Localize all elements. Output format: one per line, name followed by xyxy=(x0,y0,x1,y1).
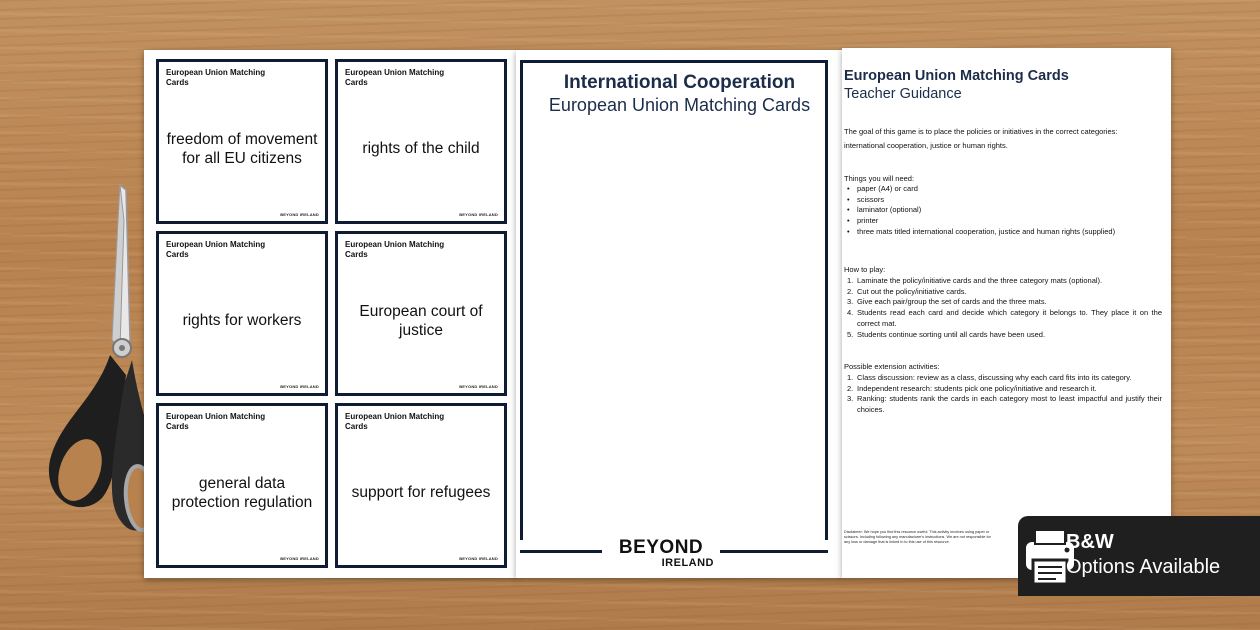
list-item-text: scissors xyxy=(857,194,885,204)
badge-title: B&W xyxy=(1066,531,1114,553)
list-item: 5. Students continue sorting until all cards have been used. xyxy=(847,329,1046,339)
list-item: 3. Give each pair/group the set of cards and the three mats. xyxy=(847,297,1047,307)
card-header: European Union Matching Cards xyxy=(166,412,266,431)
list-item-text: Independent research: students pick one policy/initiative and research it. xyxy=(857,383,1097,393)
disclaimer-text: Disclaimer: We hope you find this resource useful. This activity involves using paper or scissors. Including following any manufacturer's instructions. We are not responsible for any loss or damage that is linked in to this use of this resource. xyxy=(844,530,991,544)
card-logo: BEYOND IRELAND xyxy=(459,212,498,217)
card-logo: BEYOND IRELAND xyxy=(280,212,319,217)
category-mat-sheet xyxy=(516,50,843,578)
teacher-guidance-sheet xyxy=(842,48,1171,578)
play-list xyxy=(844,276,1162,340)
card-text: rights of the child xyxy=(362,140,480,157)
guidance-intro: international cooperation, justice or human rights. xyxy=(844,141,1008,150)
card-text: general data protection regulation xyxy=(171,474,313,511)
list-item-text: Students continue sorting until all cards have been used. xyxy=(857,329,1046,339)
badge-subtitle: Options Available xyxy=(1066,556,1221,578)
mat-title: International Cooperation xyxy=(563,72,796,93)
card-logo: BEYOND IRELAND xyxy=(459,384,498,389)
list-item-text: paper (A4) or card xyxy=(857,184,918,193)
mat-footer-line xyxy=(520,550,602,553)
extension-list xyxy=(844,373,1162,416)
card-text: European court of justice xyxy=(359,302,483,339)
matching-card xyxy=(335,231,507,396)
play-heading: How to play: xyxy=(844,265,886,274)
card-header: European Union Matching Cards xyxy=(345,68,445,87)
list-item-text: printer xyxy=(857,216,879,226)
card-logo: BEYOND IRELAND xyxy=(280,556,319,561)
list-item-text: laminator (optional) xyxy=(857,205,922,215)
card-header: European Union Matching Cards xyxy=(166,240,266,259)
mat-subtitle: European Union Matching Cards xyxy=(548,95,811,115)
matching-card xyxy=(156,403,328,568)
guidance-intro: The goal of this game is to place the policies or initiatives in the correct categories: xyxy=(844,127,1118,136)
card-text: support for refugees xyxy=(351,484,491,501)
card-logo: BEYOND IRELAND xyxy=(459,556,498,561)
list-item: 4. Students read each card and decide which category it belongs to. They place it on the correct mat. xyxy=(847,308,1162,328)
list-item-text: Class discussion: review as a class, discussing why each card fits into its category. xyxy=(857,373,1132,382)
list-item: • laminator (optional) xyxy=(847,205,922,215)
card-header: European Union Matching Cards xyxy=(345,412,445,431)
matching-card xyxy=(335,403,507,568)
brand-logo-sub: IRELAND xyxy=(661,557,714,569)
list-item: • paper (A4) or card xyxy=(847,184,918,193)
list-item-text: Students read each card and decide which category it belongs to. They place it on the correct mat. xyxy=(857,308,1162,328)
list-item-text: Cut out the policy/initiative cards. xyxy=(857,286,967,296)
list-item-text: three mats titled international cooperation, justice and human rights (supplied) xyxy=(857,226,1116,236)
list-item: 3. Ranking: students rank the cards in each category most to least impactful and justify their choices. xyxy=(847,394,1162,415)
list-item: • three mats titled international cooperation, justice and human rights (supplied) xyxy=(847,226,1116,236)
mat-footer-line xyxy=(720,550,828,553)
brand-logo: BEYOND xyxy=(618,537,704,558)
matching-card xyxy=(156,59,328,224)
list-item: 1. Class discussion: review as a class, discussing why each card fits into its category. xyxy=(847,373,1132,382)
bw-options-badge[interactable] xyxy=(1018,516,1260,596)
card-text: freedom of movement for all EU citizens xyxy=(166,130,318,167)
card-logo: BEYOND IRELAND xyxy=(280,384,319,389)
list-item: • printer xyxy=(847,216,879,226)
list-item: • scissors xyxy=(847,194,885,204)
list-item-text: Ranking: students rank the cards in each category most to least impactful and justify their choices. xyxy=(857,394,1162,415)
list-item: 1. Laminate the policy/initiative cards and the three category mats (optional). xyxy=(847,276,1103,285)
cards-sheet xyxy=(144,50,518,578)
matching-card xyxy=(335,59,507,224)
guidance-subtitle: Teacher Guidance xyxy=(844,86,962,102)
card-header: European Union Matching Cards xyxy=(166,68,266,87)
guidance-title: European Union Matching Cards xyxy=(844,68,1069,84)
list-item-text: Laminate the policy/initiative cards and the three category mats (optional). xyxy=(857,276,1103,285)
list-item-text: Give each pair/group the set of cards and the three mats. xyxy=(857,297,1047,307)
need-heading: Things you will need: xyxy=(844,174,915,183)
matching-card xyxy=(156,231,328,396)
card-text: rights for workers xyxy=(182,312,302,329)
list-item: 2. Independent research: students pick one policy/initiative and research it. xyxy=(847,383,1097,393)
list-item: 2. Cut out the policy/initiative cards. xyxy=(847,286,967,296)
card-header: European Union Matching Cards xyxy=(345,240,445,259)
need-list xyxy=(844,184,1162,238)
extension-heading: Possible extension activities: xyxy=(844,362,940,371)
mat-frame xyxy=(520,60,828,540)
